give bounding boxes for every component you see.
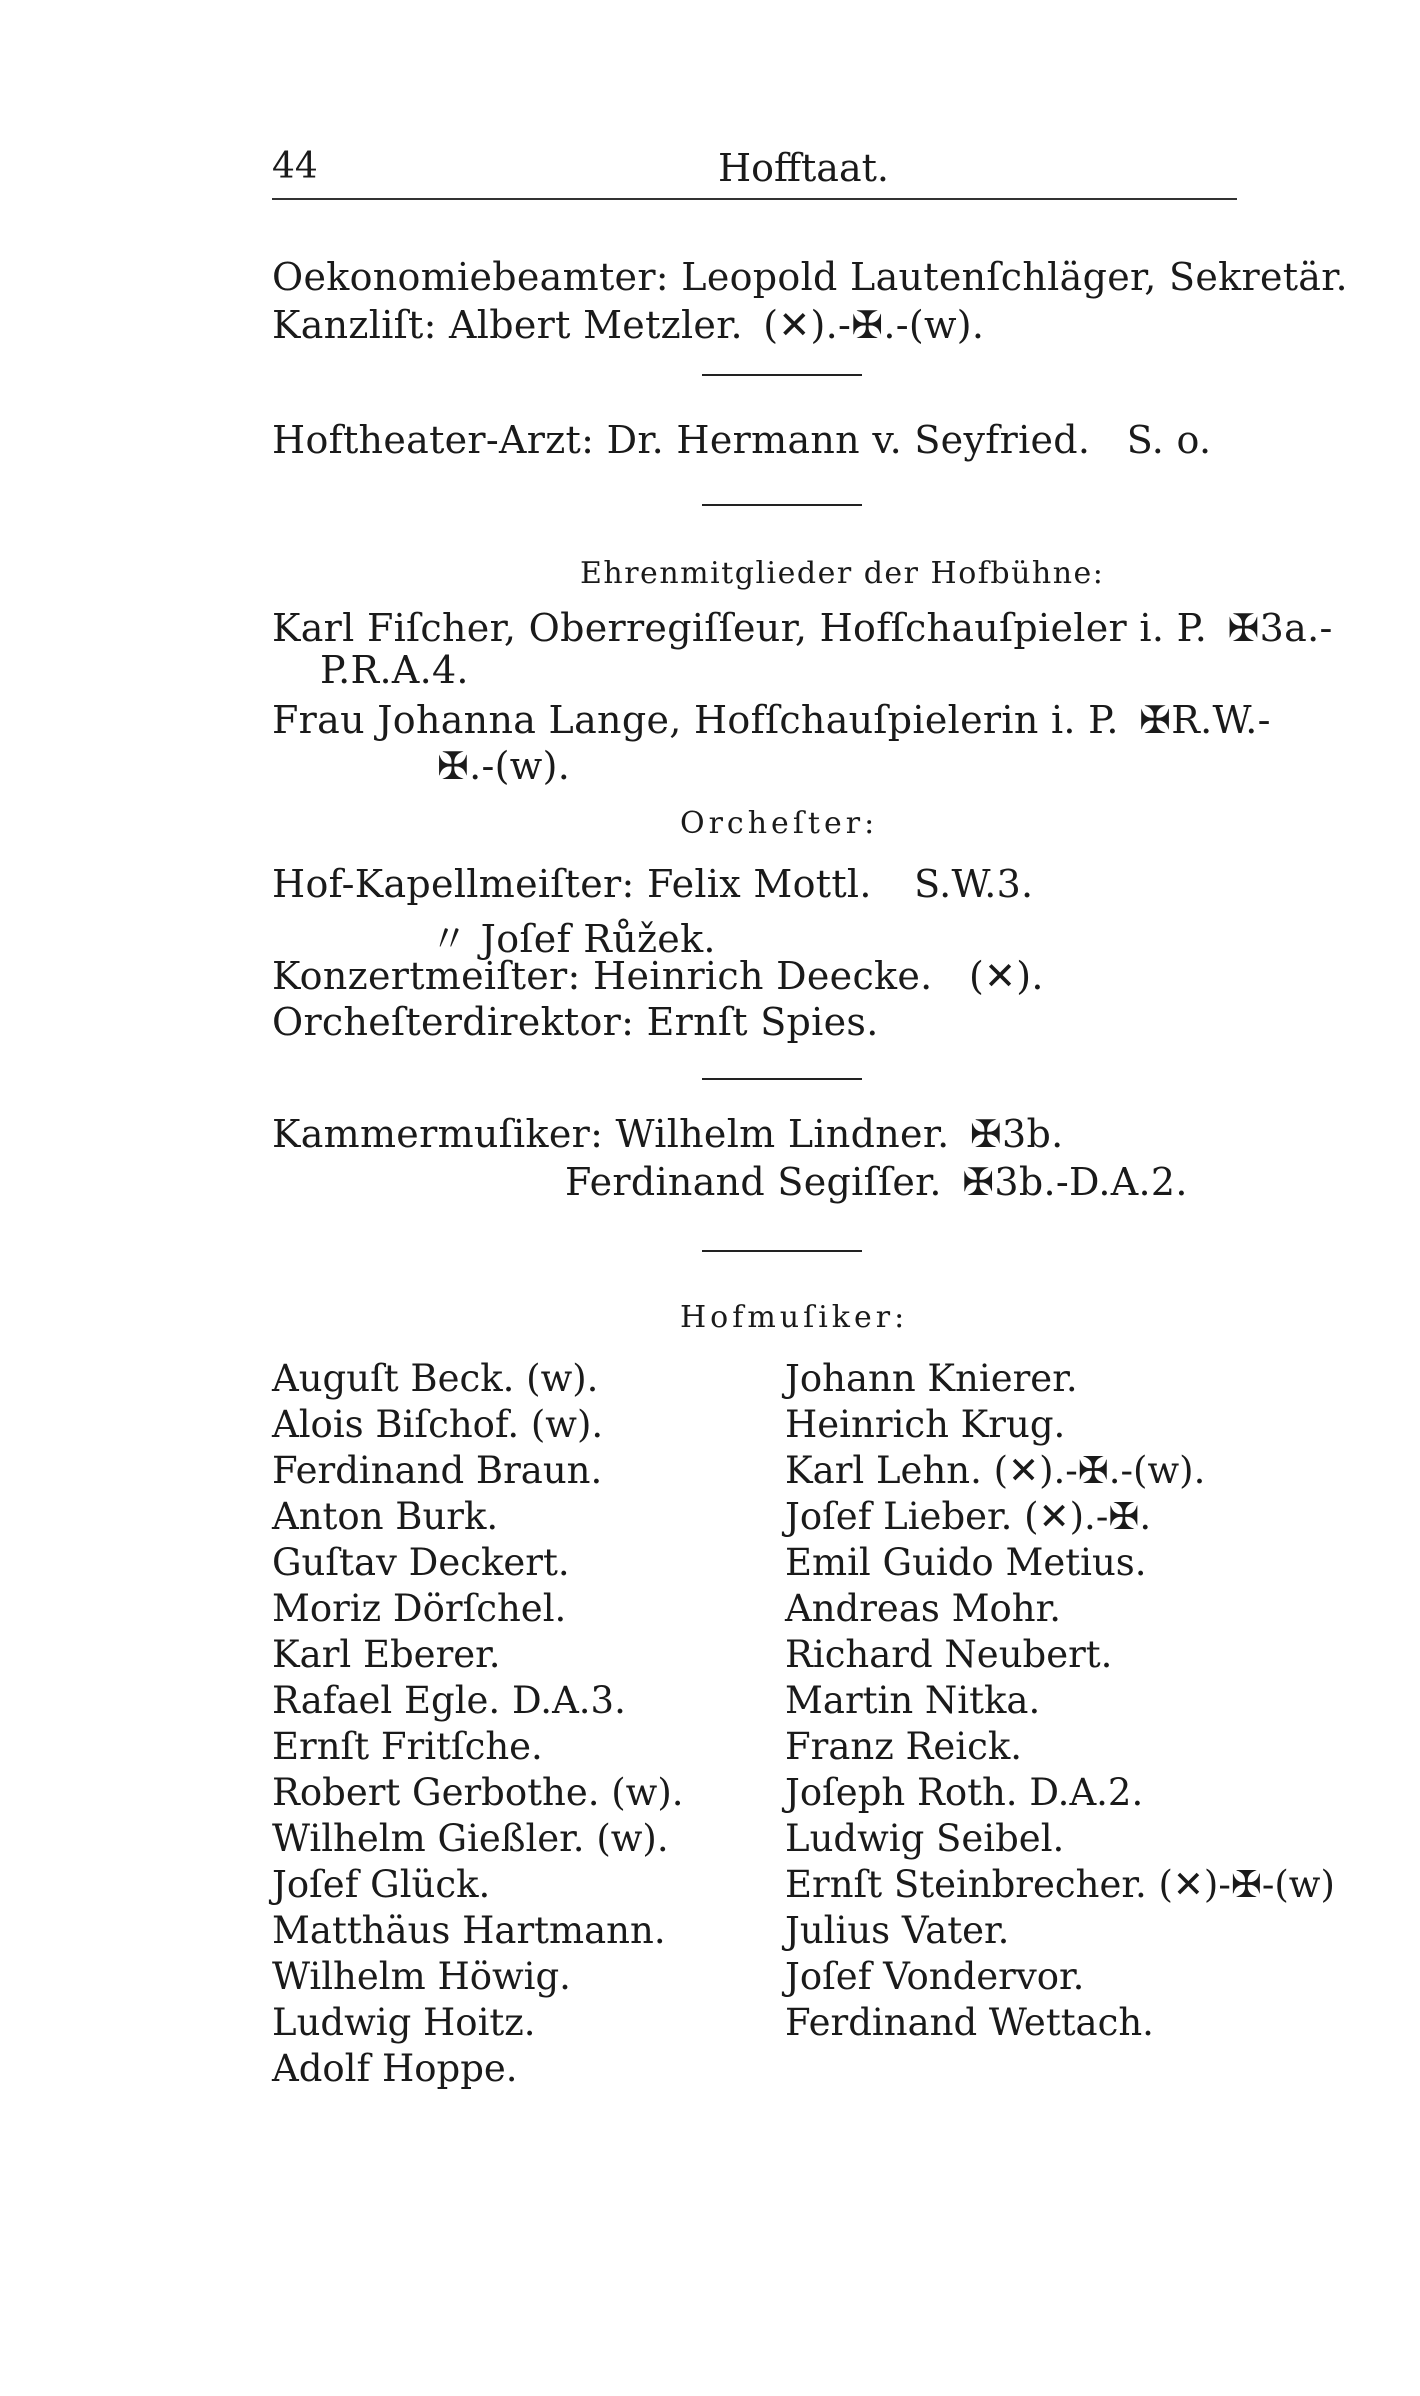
chamber-line-1-honor: ✠3b.	[969, 1112, 1064, 1156]
musician-entry: Joſef Vondervor.	[785, 1955, 1085, 1998]
office-line-2-text: Kanzliſt: Albert Metzler.	[272, 303, 743, 347]
musician-entry: Auguſt Beck. (w).	[272, 1357, 599, 1400]
musician-entry: Robert Gerbothe. (w).	[272, 1771, 684, 1814]
musician-entry: Martin Nitka.	[785, 1679, 1041, 1722]
page-number: 44	[272, 146, 318, 187]
musician-entry: Joſef Lieber. (✕).-✠.	[785, 1495, 1152, 1538]
musician-entry: Matthäus Hartmann.	[272, 1909, 666, 1952]
musician-entry: Karl Eberer.	[272, 1633, 501, 1676]
orchestra-line: Orcheſterdirektor: Ernſt Spies.	[272, 1000, 879, 1044]
honorary-entry-honor: ✠R.W.-	[1139, 698, 1271, 742]
musician-entry: Adolf Hoppe.	[272, 2047, 518, 2090]
honorary-entry-text: Karl Fiſcher, Oberregiſſeur, Hofſchauſpieler i. P.	[272, 606, 1208, 650]
court-musicians-left-column	[272, 1356, 684, 2092]
musician-entry: Moriz Dörſchel.	[272, 1587, 567, 1630]
musician-entry: Emil Guido Metius.	[785, 1541, 1147, 1584]
orchestra-line	[272, 862, 1033, 906]
musician-entry: Ferdinand Braun.	[272, 1449, 603, 1492]
musician-entry: Joſef Glück.	[272, 1863, 491, 1906]
chamber-line-2-text: Ferdinand Segiſſer.	[565, 1160, 942, 1204]
orchestra-line-text: Konzertmeiſter: Heinrich Deecke.	[272, 954, 933, 998]
musician-entry: Joſeph Roth. D.A.2.	[785, 1771, 1144, 1814]
musician-entry: Alois Biſchof. (w).	[272, 1403, 604, 1446]
doctor-line	[272, 418, 1211, 462]
section-rule	[702, 1250, 862, 1252]
musician-entry: Julius Vater.	[785, 1909, 1010, 1952]
musician-entry: Wilhelm Höwig.	[272, 1955, 571, 1998]
musician-entry: Ludwig Seibel.	[785, 1817, 1065, 1860]
chamber-line-2-honor: ✠3b.-D.A.2.	[962, 1160, 1188, 1204]
chamber-line-1	[272, 1112, 1064, 1156]
musician-entry: Ludwig Hoitz.	[272, 2001, 536, 2044]
honorary-entry-continuation: P.R.A.4.	[320, 648, 469, 692]
musician-entry: Guſtav Deckert.	[272, 1541, 570, 1584]
musician-entry: Andreas Mohr.	[785, 1587, 1062, 1630]
musician-entry: Franz Reick.	[785, 1725, 1022, 1768]
honorary-entry	[272, 606, 1333, 650]
honorary-heading: Ehrenmitglieder der Hofbühne:	[580, 556, 1105, 591]
musician-entry: Anton Burk.	[272, 1495, 499, 1538]
musician-entry: Richard Neubert.	[785, 1633, 1113, 1676]
doctor-suffix: S. o.	[1126, 418, 1212, 462]
orchestra-line	[272, 954, 1044, 998]
section-rule	[702, 1078, 862, 1080]
musician-entry: Rafael Egle. D.A.3.	[272, 1679, 626, 1722]
honorary-entry-continuation: ✠.-(w).	[437, 744, 571, 788]
honorary-entry-text: Frau Johanna Lange, Hofſchauſpielerin i. P.	[272, 698, 1119, 742]
doctor-text: Hoftheater-Arzt: Dr. Hermann v. Seyfried.	[272, 418, 1091, 462]
honorary-entry-honor: ✠3a.-	[1227, 606, 1333, 650]
section-rule	[702, 504, 862, 506]
honorary-entry	[272, 698, 1271, 742]
chamber-line-2	[565, 1160, 1188, 1204]
musician-entry: Ernſt Steinbrecher. (✕)-✠-(w)	[785, 1863, 1335, 1906]
office-line-2	[272, 303, 984, 347]
chamber-line-1-text: Kammermuſiker: Wilhelm Lindner.	[272, 1112, 950, 1156]
orchestra-line-suffix: S.W.3.	[914, 862, 1034, 906]
header-rule	[272, 198, 1237, 200]
orchestra-line-suffix: (✕).	[968, 954, 1044, 998]
office-line-1: Oekonomiebeamter: Leopold Lautenſchläger, Sekretär.	[272, 255, 1348, 299]
orchestra-line-text: Hof-Kapellmeiſter: Felix Mottl.	[272, 862, 872, 906]
section-rule	[702, 374, 862, 376]
musician-entry: Wilhelm Gießler. (w).	[272, 1817, 669, 1860]
running-title: Hofftaat.	[718, 146, 889, 190]
musician-entry: Ernſt Fritſche.	[272, 1725, 543, 1768]
musician-entry: Ferdinand Wettach.	[785, 2001, 1154, 2044]
court-musicians-right-column	[785, 1356, 1335, 2046]
orchestra-heading: Orcheſter:	[680, 806, 879, 841]
orchestra-line: 〃 Joſef Růžek.	[430, 917, 716, 961]
musician-entry: Johann Knierer.	[785, 1357, 1078, 1400]
musician-entry: Heinrich Krug.	[785, 1403, 1066, 1446]
musician-entry: Karl Lehn. (✕).-✠.-(w).	[785, 1449, 1206, 1492]
office-line-2-honors: (✕).-✠.-(w).	[763, 303, 985, 347]
court-musicians-heading: Hofmuſiker:	[680, 1300, 909, 1335]
